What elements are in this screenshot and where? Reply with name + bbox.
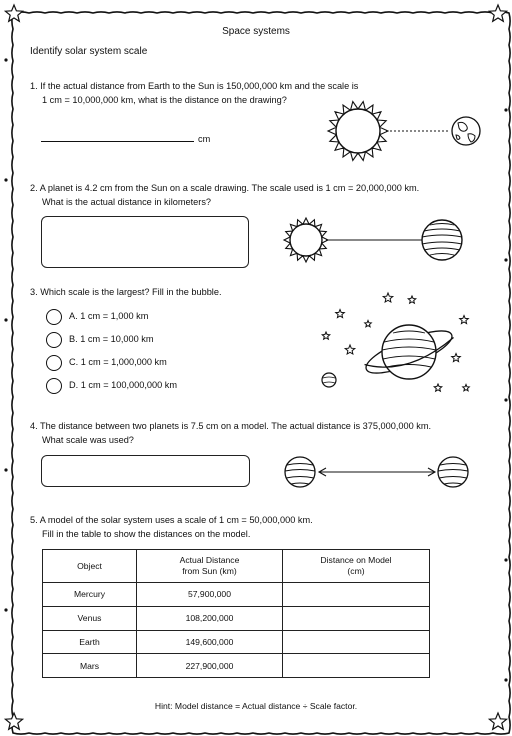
option-c-label: C. 1 cm = 1,000,000 km — [69, 357, 167, 367]
page-title: Space systems — [222, 26, 290, 37]
cell-model-answer[interactable] — [283, 606, 430, 630]
planet-icon — [438, 457, 468, 487]
table-row — [43, 654, 430, 678]
star-icon — [408, 296, 416, 303]
sun-earth-diagram — [320, 102, 490, 164]
planets-distance-diagram — [280, 452, 480, 492]
question-3-text: 3. Which scale is the largest? Fill in the bubble. — [30, 287, 222, 297]
star-icon — [383, 293, 393, 302]
option-a-label: A. 1 cm = 1,000 km — [69, 311, 149, 321]
question-2-text: 2. A planet is 4.2 cm from the Sun on a scale drawing. The scale used is 1 cm = 20,000,000 km. — [30, 183, 420, 193]
header-model-distance — [283, 550, 430, 583]
question-1-text: 1. If the actual distance from Earth to the Sun is 150,000,000 km and the scale is — [30, 81, 359, 91]
cell-actual: 108,200,000 — [137, 606, 283, 630]
option-c-bubble[interactable] — [46, 355, 62, 371]
option-a-bubble[interactable] — [46, 309, 62, 325]
saturn-icon — [361, 323, 456, 382]
planet-icon — [322, 373, 336, 387]
question-1-answer-line[interactable] — [41, 141, 194, 142]
table-row — [43, 630, 430, 654]
sun-planet-diagram — [276, 210, 476, 270]
border-dot — [504, 678, 507, 681]
question-1-unit: cm — [198, 134, 211, 144]
star-icon — [489, 713, 506, 729]
header-actual-distance — [137, 550, 283, 583]
star-icon — [434, 384, 442, 391]
border-dot — [4, 58, 7, 61]
header-model-line-1: Distance on Model — [320, 555, 392, 565]
cell-object: Mars — [43, 654, 137, 678]
section-subtitle: Identify solar system scale — [30, 46, 148, 57]
star-icon — [5, 713, 22, 729]
cell-model-answer[interactable] — [283, 654, 430, 678]
question-2-text-2: What is the actual distance in kilometers? — [42, 197, 212, 207]
border-dot — [4, 608, 7, 611]
cell-object: Earth — [43, 630, 137, 654]
border-dot — [504, 398, 507, 401]
option-d-label: D. 1 cm = 100,000,000 km — [69, 380, 178, 390]
question-4-text: 4. The distance between two planets is 7.5 cm on a model. The actual distance is 375,000,000 km. — [30, 421, 432, 431]
cell-object: Mercury — [43, 583, 137, 607]
cell-actual: 149,600,000 — [137, 630, 283, 654]
border-dot — [504, 258, 507, 261]
planet-icon — [285, 457, 315, 487]
question-5-text-2: Fill in the table to show the distances on the model. — [42, 529, 251, 539]
cell-model-answer[interactable] — [283, 583, 430, 607]
space-scene — [316, 288, 476, 398]
question-4-text-2: What scale was used? — [42, 435, 134, 445]
border-dot — [504, 558, 507, 561]
border-dot — [4, 178, 7, 181]
option-d-bubble[interactable] — [46, 378, 62, 394]
earth-icon — [452, 117, 480, 145]
sun-icon — [328, 102, 388, 161]
planet-icon — [422, 220, 462, 260]
table-row — [43, 583, 430, 607]
option-b-label: B. 1 cm = 10,000 km — [69, 334, 154, 344]
star-icon — [345, 345, 355, 354]
star-icon — [452, 354, 461, 362]
star-icon — [489, 5, 506, 21]
header-actual-line-2: from Sun (km) — [182, 566, 237, 576]
border-dot — [504, 108, 507, 111]
cell-object: Venus — [43, 606, 137, 630]
header-object: Object — [43, 550, 137, 583]
star-icon — [463, 385, 470, 391]
hint-text: Hint: Model distance = Actual distance ÷ Scale factor. — [154, 701, 358, 711]
question-1-text-2: 1 cm = 10,000,000 km, what is the distance on the drawing? — [42, 95, 287, 105]
star-icon — [365, 321, 372, 327]
distance-table — [42, 549, 430, 678]
border-dot — [4, 318, 7, 321]
question-4-answer-box[interactable] — [41, 455, 250, 487]
star-icon — [460, 316, 469, 324]
star-icon — [336, 310, 345, 318]
cell-model-answer[interactable] — [283, 630, 430, 654]
star-icon — [5, 5, 22, 21]
cell-actual: 227,900,000 — [137, 654, 283, 678]
star-icon — [322, 332, 330, 339]
table-row — [43, 606, 430, 630]
option-b-bubble[interactable] — [46, 332, 62, 348]
border-dot — [4, 468, 7, 471]
table-header-row — [43, 550, 430, 583]
cell-actual: 57,900,000 — [137, 583, 283, 607]
header-actual-line-1: Actual Distance — [179, 555, 240, 565]
header-model-line-2: (cm) — [347, 566, 365, 576]
sun-icon — [284, 218, 328, 262]
question-2-answer-box[interactable] — [41, 216, 249, 268]
question-5-text: 5. A model of the solar system uses a scale of 1 cm = 50,000,000 km. — [30, 515, 313, 525]
